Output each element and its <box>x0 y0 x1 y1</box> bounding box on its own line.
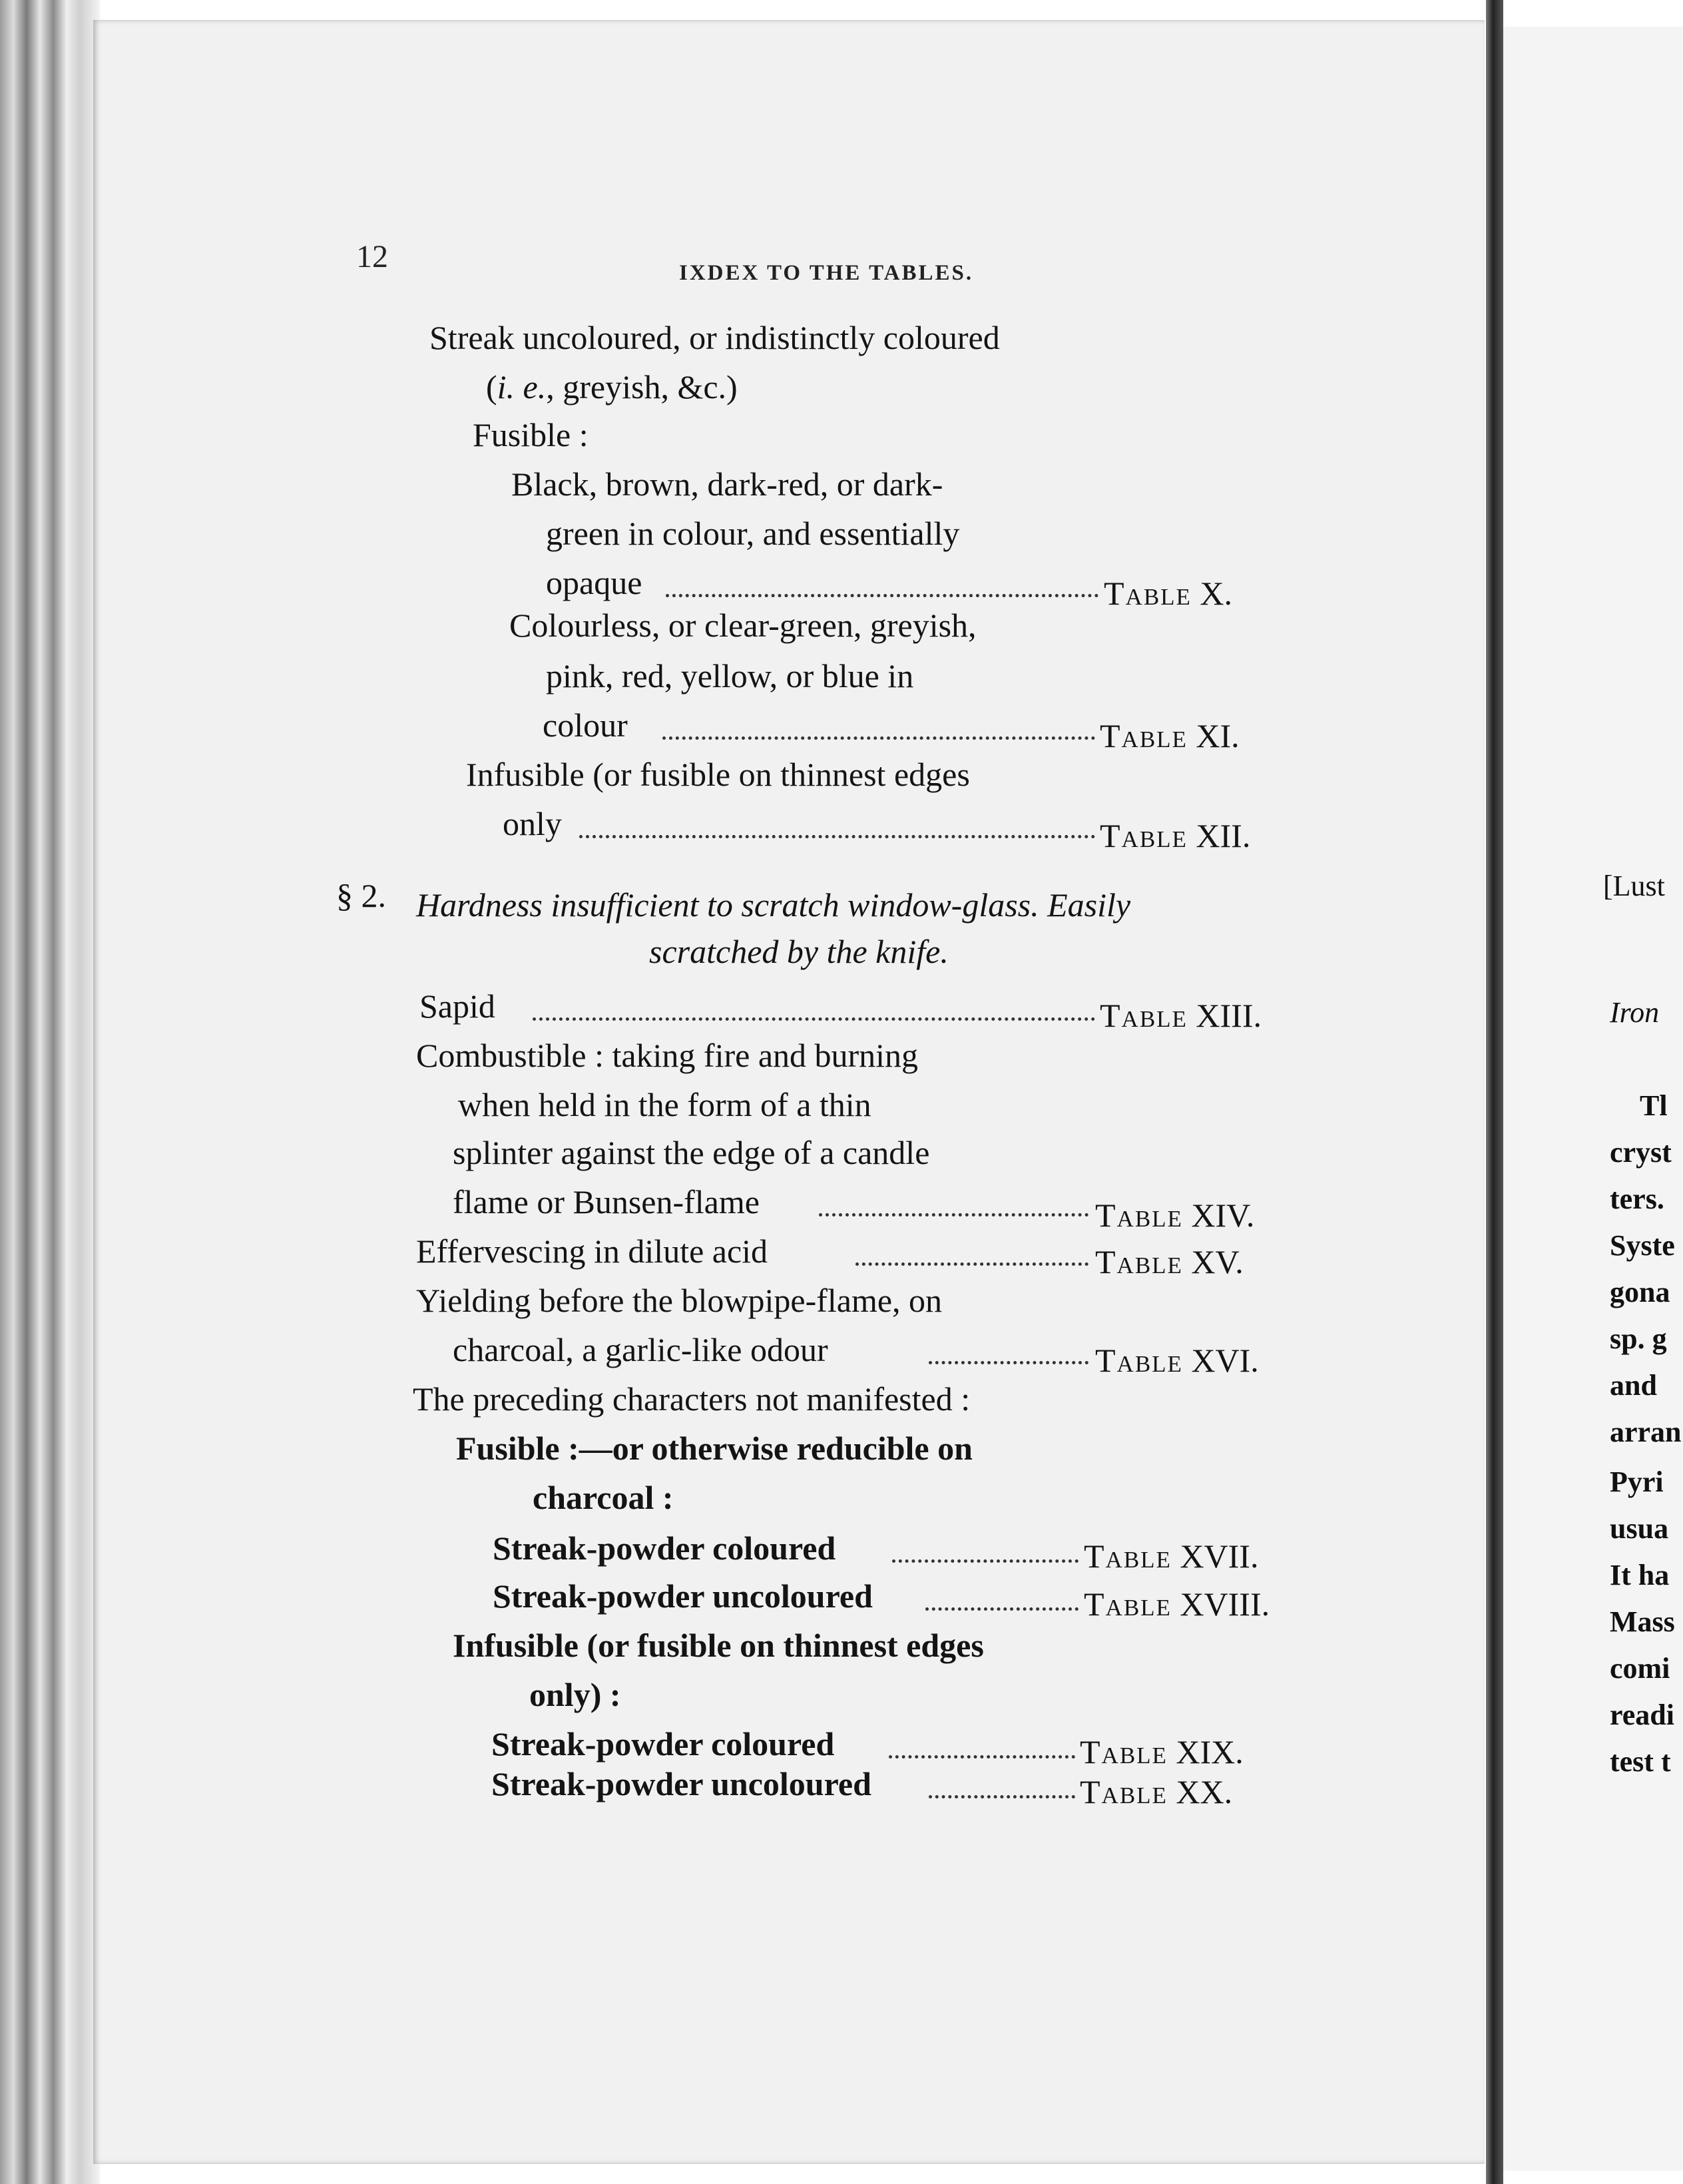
text-line: Effervescing in dilute acid <box>416 1232 768 1270</box>
text-line: Infusible (or fusible on thinnest edges <box>453 1627 984 1664</box>
leader-dots <box>819 1213 1088 1217</box>
text-line: Streak-powder uncoloured <box>491 1765 871 1802</box>
text-line: Streak-powder coloured <box>493 1529 836 1567</box>
facing-line: readi <box>1610 1699 1674 1731</box>
table-ref: Table XI. <box>1100 717 1240 754</box>
table-ref: Table XIII. <box>1100 997 1262 1034</box>
text-line: Yielding before the blowpipe-flame, on <box>416 1282 943 1319</box>
text-line: only) : <box>529 1676 621 1713</box>
text-line: Streak uncoloured, or indistinctly coloured <box>429 319 1000 356</box>
text-line: Fusible :—or otherwise reducible on <box>456 1430 973 1467</box>
leader-dots <box>666 594 1098 597</box>
text-line: pink, red, yellow, or blue in <box>546 657 914 694</box>
table-ref: Table XIX. <box>1080 1733 1244 1771</box>
facing-line: test t <box>1610 1745 1671 1778</box>
facing-line: cryst <box>1610 1136 1672 1169</box>
text-line: colour <box>543 706 628 744</box>
facing-line: and <box>1610 1369 1657 1402</box>
leader-dots <box>662 736 1095 740</box>
section-number: § 2. <box>336 877 386 914</box>
text-line: Streak-powder coloured <box>491 1725 835 1763</box>
text-line: charcoal, a garlic-like odour <box>453 1331 828 1368</box>
leader-dots <box>855 1262 1088 1266</box>
facing-page-fragment <box>1503 27 1683 2171</box>
text-line: Fusible : <box>473 416 589 453</box>
facing-line: comi <box>1610 1652 1670 1685</box>
table-ref: Table XX. <box>1080 1773 1233 1810</box>
leader-dots <box>892 1559 1079 1563</box>
text-line: Colourless, or clear-green, greyish, <box>509 607 977 644</box>
running-header: IXDEX TO THE TABLES. <box>679 261 974 285</box>
leader-dots <box>929 1795 1075 1798</box>
facing-line: Syste <box>1610 1229 1675 1262</box>
section-heading: scratched by the knife. <box>649 933 949 970</box>
text-line: Infusible (or fusible on thinnest edges <box>466 756 970 793</box>
table-ref: Table XVII. <box>1084 1537 1259 1575</box>
text-italic: i. e. <box>497 368 547 406</box>
leader-dots <box>929 1361 1088 1364</box>
leader-dots <box>925 1607 1079 1611</box>
facing-line: arran <box>1610 1416 1682 1448</box>
text-line: charcoal : <box>533 1479 674 1516</box>
text-line: only <box>503 805 562 842</box>
text-line: when held in the form of a thin <box>458 1086 871 1123</box>
facing-line: Tl <box>1640 1089 1668 1122</box>
text-line: (i. e., greyish, &c.) <box>486 368 738 406</box>
leader-dots <box>579 835 1095 838</box>
text-line: Black, brown, dark-red, or dark- <box>511 465 943 503</box>
text-line: green in colour, and essentially <box>546 515 960 552</box>
book-gutter <box>1486 0 1503 2184</box>
text-line: Streak-powder uncoloured <box>493 1577 873 1615</box>
table-ref: Table XVIII. <box>1084 1585 1270 1623</box>
text-span: , greyish, &c.) <box>546 368 738 406</box>
facing-line: It ha <box>1610 1559 1670 1591</box>
facing-line: Mass <box>1610 1605 1675 1638</box>
facing-line: [Lust <box>1603 870 1665 902</box>
text-line: splinter against the edge of a candle <box>453 1134 930 1171</box>
text-line: Combustible : taking fire and burning <box>416 1037 919 1074</box>
table-ref: Table XVI. <box>1095 1342 1259 1379</box>
leader-dots <box>533 1017 1095 1021</box>
facing-line: Pyri <box>1610 1466 1664 1498</box>
table-ref: Table XIV. <box>1095 1197 1255 1234</box>
facing-line: usua <box>1610 1512 1669 1545</box>
text-line: opaque <box>546 564 642 601</box>
facing-line: Iron <box>1610 996 1660 1029</box>
table-ref: Table XV. <box>1095 1243 1244 1280</box>
text-line: Sapid <box>419 987 495 1025</box>
page-edge-stack <box>0 0 100 2184</box>
page-number: 12 <box>356 239 388 274</box>
table-ref: Table X. <box>1104 575 1233 612</box>
facing-line: sp. g <box>1610 1322 1667 1355</box>
text-line: flame or Bunsen-flame <box>453 1183 760 1221</box>
text-line: The preceding characters not manifested : <box>413 1380 971 1418</box>
facing-line: gona <box>1610 1276 1670 1308</box>
leader-dots <box>889 1755 1075 1759</box>
section-heading: Hardness insufficient to scratch window-glass. Easily <box>416 886 1131 924</box>
table-ref: Table XII. <box>1100 817 1251 854</box>
facing-line: ters. <box>1610 1183 1664 1215</box>
